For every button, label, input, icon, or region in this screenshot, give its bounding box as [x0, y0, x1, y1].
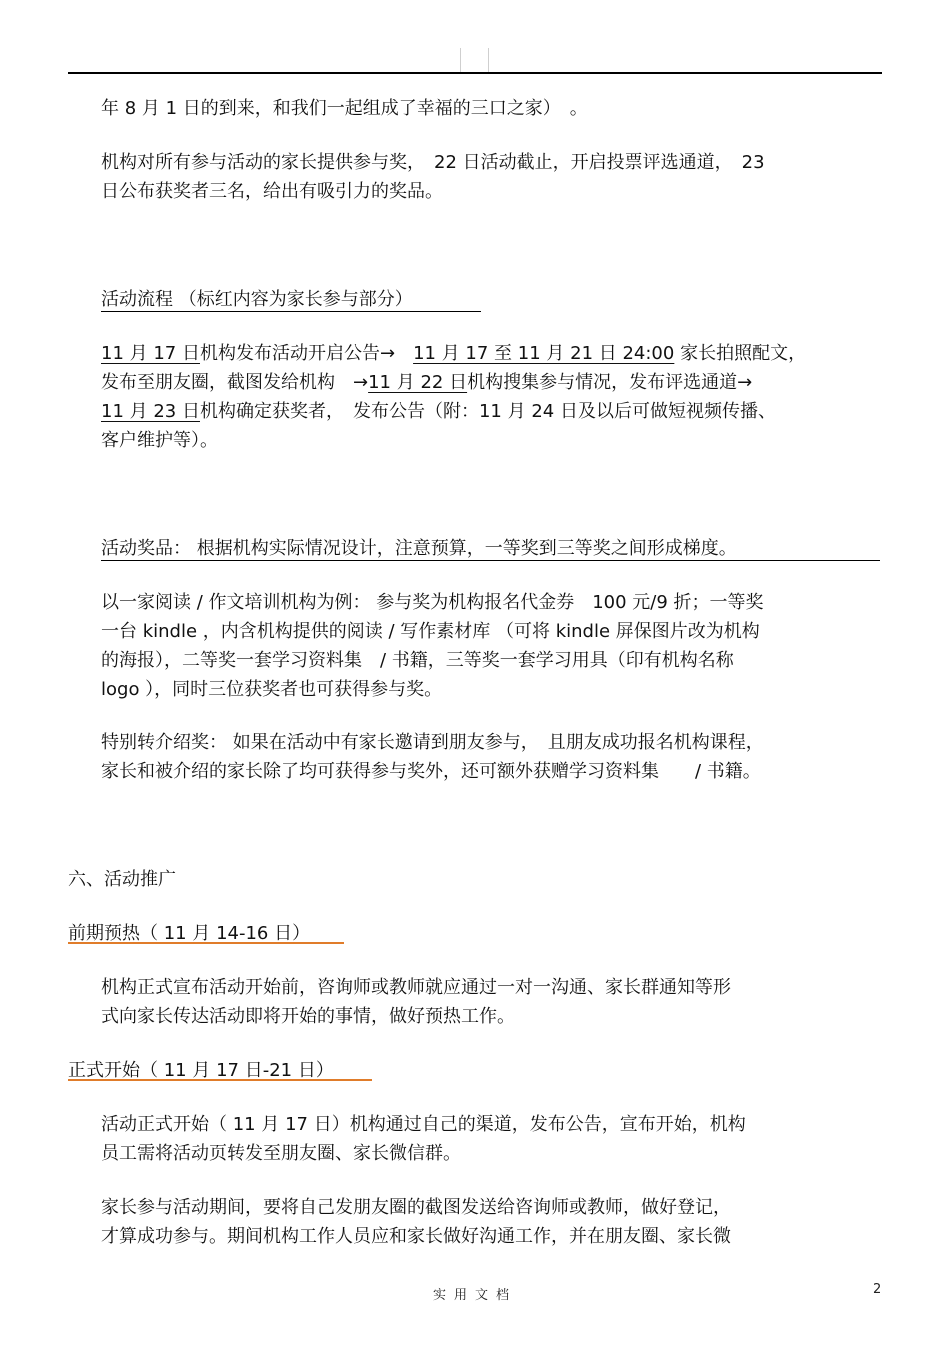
- footer-label: 实用文档: [432, 1288, 517, 1303]
- paragraph-line: 员工需将活动页转发至朋友圈、家长微信群。: [101, 1143, 461, 1164]
- paragraph-line: 活动正式开始（ 11 月 17 日）机构通过自己的渠道，发布公告，宣布开始，机构: [101, 1114, 746, 1135]
- paragraph-line: 式向家长传达活动即将开始的事情，做好预热工作。: [101, 1006, 515, 1027]
- process-heading: 活动流程 （标红内容为家长参与部分）: [101, 289, 413, 310]
- paragraph-line: 特别转介绍奖： 如果在活动中有家长邀请到朋友参与， 且朋友成功报名机构课程，: [101, 732, 764, 753]
- prize-heading: 活动奖品： 根据机构实际情况设计，注意预算，一等奖到三等奖之间形成梯度。: [101, 538, 737, 559]
- paragraph-line: 年 8 月 1 日的到来，和我们一起组成了幸福的三口之家） 。: [101, 98, 588, 119]
- date-range: 11 月 17 至 11 月 21 日 24:00: [413, 343, 675, 364]
- process-line: [101, 370, 752, 396]
- process-line: [101, 341, 806, 367]
- process-line: [101, 399, 776, 425]
- paragraph-line: 日公布获奖者三名，给出有吸引力的奖品。: [101, 181, 443, 202]
- paragraph-line: 家长和被介绍的家长除了均可获得参与奖外，还可额外获赠学习资料集 / 书籍。: [101, 761, 761, 782]
- header-rule: [68, 72, 882, 74]
- paragraph-line: 机构正式宣布活动开始前，咨询师或教师就应通过一对一沟通、家长群通知等形: [101, 977, 731, 998]
- subsection-heading: 正式开始（ 11 月 17 日-21 日）: [68, 1060, 334, 1081]
- process-text: 机构确定获奖者， 发布公告（附：11 月 24 日及以后可做短视频传播、: [199, 401, 776, 422]
- header-tick-right: [488, 48, 489, 72]
- paragraph-line: 一台 kindle ，内含机构提供的阅读 / 写作素材库 （可将 kindle 屏保图片改为机构: [101, 621, 760, 642]
- process-line: 客户维护等）。: [101, 430, 218, 451]
- paragraph-line: 家长参与活动期间，要将自己发朋友圈的截图发送给咨询师或教师，做好登记，: [101, 1197, 731, 1218]
- paragraph-line: logo ），同时三位获奖者也可获得参与奖。: [101, 679, 443, 700]
- paragraph-line: 的海报），二等奖一套学习资料集 / 书籍，三等奖一套学习用具（印有机构名称: [101, 650, 734, 671]
- subsection-underline: [68, 1079, 372, 1081]
- process-text: 机构发布活动开启公告→: [199, 343, 414, 364]
- process-heading-underline: [101, 311, 481, 312]
- page-number: 2: [873, 1282, 882, 1297]
- subsection-underline: [68, 942, 344, 944]
- subsection-heading: 前期预热（ 11 月 14-16 日）: [68, 923, 311, 944]
- paragraph-line: 以一家阅读 / 作文培训机构为例： 参与奖为机构报名代金券 100 元/9 折；一等奖: [101, 592, 764, 613]
- process-text: 家长拍照配文，: [674, 343, 807, 364]
- date-nov-17: 11 月 17 日: [101, 343, 200, 364]
- process-text: 机构搜集参与情况，发布评选通道→: [467, 372, 753, 393]
- prize-heading-underline: [101, 560, 880, 561]
- header-tick-left: [460, 48, 461, 72]
- date-nov-23: 11 月 23 日: [101, 401, 200, 422]
- paragraph-line: 机构对所有参与活动的家长提供参与奖， 22 日活动截止，开启投票评选通道， 23: [101, 152, 765, 173]
- section-heading: 六、活动推广: [68, 869, 176, 890]
- paragraph-line: 才算成功参与。期间机构工作人员应和家长做好沟通工作，并在朋友圈、家长微: [101, 1226, 731, 1247]
- process-text: 发布至朋友圈，截图发给机构 →: [101, 372, 369, 393]
- date-nov-22: 11 月 22 日: [368, 372, 468, 393]
